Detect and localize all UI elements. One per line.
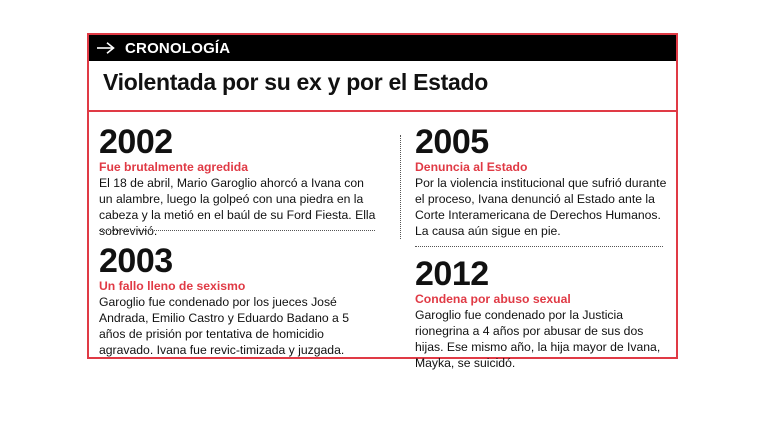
entry-year: 2002 — [99, 123, 173, 161]
entry-year: 2003 — [99, 242, 173, 280]
timeline-entry-2005 — [415, 125, 673, 239]
entry-text: El 18 de abril, Mario Garoglio ahorcó a Ivana con un alambre, luego la golpeó con una piedra en la cabeza y la metió en el baúl de su Ford Fiesta. Ella sobrevivió. — [99, 176, 376, 238]
column-divider — [400, 135, 401, 239]
page-title: Violentada por su ex y por el Estado — [103, 69, 488, 95]
entry-subtitle: Fue brutalmente agredida — [99, 160, 248, 174]
entry-year: 2005 — [415, 123, 489, 161]
section-kicker: CRONOLOGÍA — [125, 39, 231, 57]
entry-text: Garoglio fue condenado por la Justicia rionegrina a 4 años por abusar de sus dos hijas. Ese mismo año, la hija mayor de Ivana, Mayka, se suicidó. — [415, 308, 661, 370]
title-divider — [89, 110, 676, 112]
entry-subtitle: Denuncia al Estado — [415, 160, 528, 174]
timeline-entry-2002 — [99, 125, 377, 239]
timeline-entry-2003 — [99, 244, 377, 358]
chronology-box — [87, 33, 678, 370]
entry-subtitle: Condena por abuso sexual — [415, 292, 571, 306]
entry-divider — [415, 246, 663, 247]
timeline-entry-2012 — [415, 257, 673, 371]
arrow-right-icon — [97, 42, 115, 54]
entry-subtitle: Un fallo lleno de sexismo — [99, 279, 246, 293]
entry-text: Por la violencia institucional que sufrió durante el proceso, Ivana denunció al Estado ante la Corte Interamericana de Derechos Humanos. La causa aún sigue en pie. — [415, 176, 667, 238]
entry-text: Garoglio fue condenado por los jueces José Andrada, Emilio Castro y Eduardo Badano a 5 años de prisión por tentativa de homicidio agravado. Ivana fue revic-timizada y juzgada. — [99, 295, 349, 357]
entry-divider — [99, 230, 375, 231]
kicker-bar — [89, 35, 676, 61]
entry-year: 2012 — [415, 255, 489, 293]
